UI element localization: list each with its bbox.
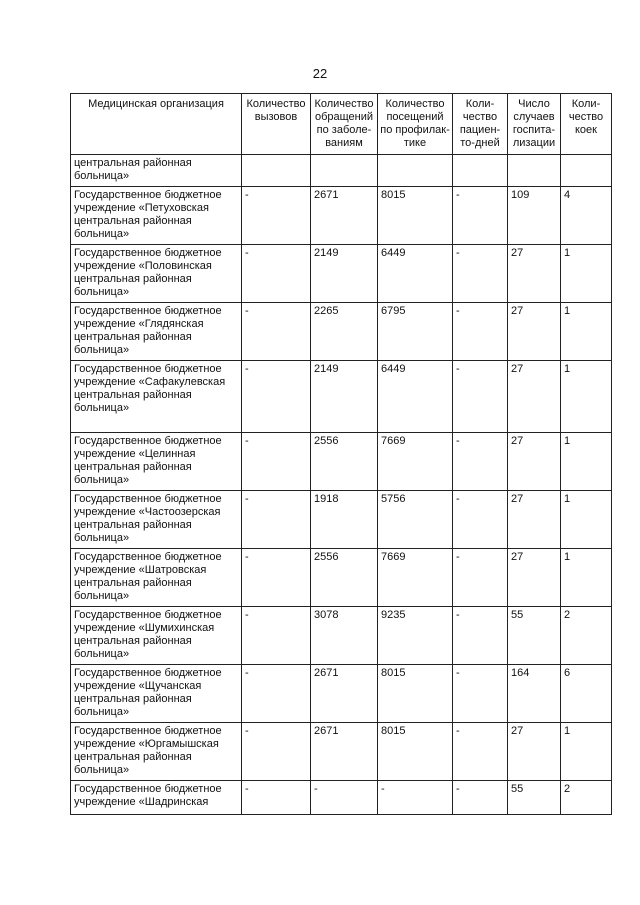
- hospitalizations-cell: 27: [508, 303, 561, 361]
- appeals-cell: 2149: [311, 245, 378, 303]
- beds-cell: 2: [561, 607, 612, 665]
- header-appeals: Количество обращений по заболе- ваниям: [311, 94, 378, 155]
- visits-cell: 8015: [378, 187, 453, 245]
- patient-days-cell: -: [453, 433, 508, 491]
- header-beds: Коли- чество коек: [561, 94, 612, 155]
- calls-cell: -: [242, 549, 311, 607]
- table-row: [71, 781, 612, 815]
- organization-cell: Государственное бюджетное учреждение «Сафакулевская центральная районная больница»: [71, 361, 242, 433]
- visits-cell: 8015: [378, 665, 453, 723]
- hospitalizations-cell: 27: [508, 491, 561, 549]
- medical-organizations-table: [70, 93, 612, 815]
- table-row: [71, 187, 612, 245]
- hospitalizations-cell: 27: [508, 433, 561, 491]
- visits-cell: 6795: [378, 303, 453, 361]
- calls-cell: [242, 155, 311, 187]
- visits-cell: 7669: [378, 549, 453, 607]
- hospitalizations-cell: 109: [508, 187, 561, 245]
- beds-cell: 1: [561, 303, 612, 361]
- patient-days-cell: -: [453, 245, 508, 303]
- calls-cell: -: [242, 303, 311, 361]
- organization-cell: центральная районная больница»: [71, 155, 242, 187]
- table-row: [71, 607, 612, 665]
- appeals-cell: -: [311, 781, 378, 815]
- visits-cell: -: [378, 781, 453, 815]
- appeals-cell: 1918: [311, 491, 378, 549]
- patient-days-cell: -: [453, 607, 508, 665]
- hospitalizations-cell: [508, 155, 561, 187]
- beds-cell: 2: [561, 781, 612, 815]
- appeals-cell: 2671: [311, 665, 378, 723]
- patient-days-cell: -: [453, 781, 508, 815]
- appeals-cell: 2671: [311, 723, 378, 781]
- patient-days-cell: -: [453, 723, 508, 781]
- calls-cell: -: [242, 433, 311, 491]
- beds-cell: [561, 155, 612, 187]
- visits-cell: 7669: [378, 433, 453, 491]
- header-patient-days: Коли- чество пациен- то-дней: [453, 94, 508, 155]
- visits-cell: 5756: [378, 491, 453, 549]
- header-preventive-visits: Количество посещений по профилак- тике: [378, 94, 453, 155]
- organization-cell: Государственное бюджетное учреждение «Шумихинская центральная районная больница»: [71, 607, 242, 665]
- visits-cell: 8015: [378, 723, 453, 781]
- table-row: [71, 723, 612, 781]
- hospitalizations-cell: 55: [508, 781, 561, 815]
- table-row: [71, 361, 612, 433]
- organization-cell: Государственное бюджетное учреждение «Юргамышская центральная районная больница»: [71, 723, 242, 781]
- appeals-cell: 2556: [311, 549, 378, 607]
- table-row: [71, 491, 612, 549]
- beds-cell: 1: [561, 245, 612, 303]
- hospitalizations-cell: 27: [508, 361, 561, 433]
- beds-cell: 6: [561, 665, 612, 723]
- page-number: 22: [312, 66, 328, 81]
- organization-cell: Государственное бюджетное учреждение «Петуховская центральная районная больница»: [71, 187, 242, 245]
- patient-days-cell: -: [453, 361, 508, 433]
- organization-cell: Государственное бюджетное учреждение «Глядянская центральная районная больница»: [71, 303, 242, 361]
- beds-cell: 1: [561, 433, 612, 491]
- organization-cell: Государственное бюджетное учреждение «Половинская центральная районная больница»: [71, 245, 242, 303]
- calls-cell: -: [242, 245, 311, 303]
- hospitalizations-cell: 164: [508, 665, 561, 723]
- organization-cell: Государственное бюджетное учреждение «Щучанская центральная районная больница»: [71, 665, 242, 723]
- table-row: [71, 303, 612, 361]
- header-medical-organization: Медицинская организация: [71, 94, 242, 155]
- patient-days-cell: -: [453, 665, 508, 723]
- visits-cell: 9235: [378, 607, 453, 665]
- calls-cell: -: [242, 491, 311, 549]
- appeals-cell: 2671: [311, 187, 378, 245]
- organization-cell: Государственное бюджетное учреждение «Частоозерская центральная районная больница»: [71, 491, 242, 549]
- appeals-cell: 2149: [311, 361, 378, 433]
- header-calls: Количество вызовов: [242, 94, 311, 155]
- beds-cell: 4: [561, 187, 612, 245]
- beds-cell: 1: [561, 549, 612, 607]
- table-row: [71, 549, 612, 607]
- patient-days-cell: -: [453, 491, 508, 549]
- patient-days-cell: [453, 155, 508, 187]
- hospitalizations-cell: 55: [508, 607, 561, 665]
- calls-cell: -: [242, 665, 311, 723]
- table-header-row: [71, 94, 612, 155]
- patient-days-cell: -: [453, 549, 508, 607]
- table-row: [71, 665, 612, 723]
- hospitalizations-cell: 27: [508, 245, 561, 303]
- visits-cell: 6449: [378, 245, 453, 303]
- beds-cell: 1: [561, 723, 612, 781]
- header-hospitalizations: Число случаев госпита- лизации: [508, 94, 561, 155]
- calls-cell: -: [242, 781, 311, 815]
- calls-cell: -: [242, 187, 311, 245]
- visits-cell: [378, 155, 453, 187]
- patient-days-cell: -: [453, 187, 508, 245]
- appeals-cell: [311, 155, 378, 187]
- visits-cell: 6449: [378, 361, 453, 433]
- organization-cell: Государственное бюджетное учреждение «Шадринская: [71, 781, 242, 815]
- calls-cell: -: [242, 723, 311, 781]
- beds-cell: 1: [561, 361, 612, 433]
- organization-cell: Государственное бюджетное учреждение «Шатровская центральная районная больница»: [71, 549, 242, 607]
- patient-days-cell: -: [453, 303, 508, 361]
- hospitalizations-cell: 27: [508, 549, 561, 607]
- appeals-cell: 2556: [311, 433, 378, 491]
- hospitalizations-cell: 27: [508, 723, 561, 781]
- beds-cell: 1: [561, 491, 612, 549]
- table-row: [71, 433, 612, 491]
- appeals-cell: 3078: [311, 607, 378, 665]
- calls-cell: -: [242, 361, 311, 433]
- table-row: [71, 245, 612, 303]
- organization-cell: Государственное бюджетное учреждение «Целинная центральная районная больница»: [71, 433, 242, 491]
- table-row: [71, 155, 612, 187]
- appeals-cell: 2265: [311, 303, 378, 361]
- calls-cell: -: [242, 607, 311, 665]
